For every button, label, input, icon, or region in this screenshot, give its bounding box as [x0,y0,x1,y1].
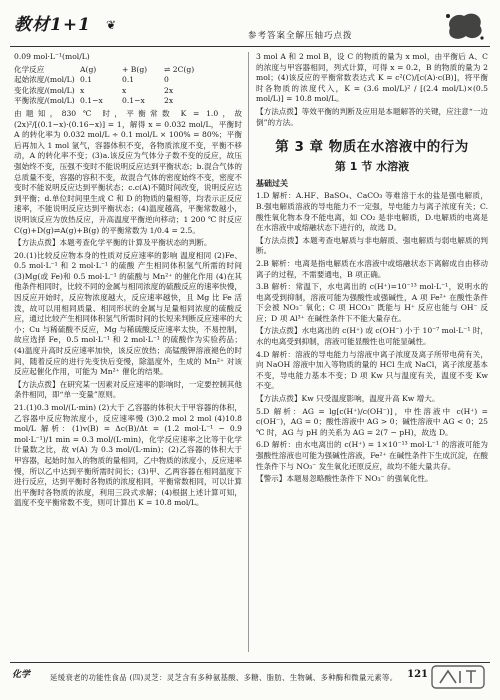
table-row [14,96,242,107]
table-row [14,75,242,86]
answer-item: 4.D 解析：溶液的导电能力与溶液中离子浓度及离子所带电荷有关，向 NaOH 溶液中加入等物质的量的 HCl 生成 NaCl，离子浓度基本不变，导电能力基本不变；D 项 Kw 只与温度有关，温度不变 Kw 不变。 [256,349,488,391]
footer-note: 延缓衰老的功能性食品 (四)灵芝：灵芝含有多种氨基酸、多糖、脂肪、生物碱、多种酶和微量元素等。 [50,673,398,682]
left-column [14,52,242,511]
equilibrium-table [14,65,242,107]
subsection-heading: 基础过关 [256,178,288,188]
table-cell: ⇌ 2C(g) [164,64,195,74]
answer-item: 2.B 解析：电离是指电解质在水溶液中或熔融状态下离解成自由移动离子的过程，不需要通电，B 项正确。 [256,258,488,279]
right-column [256,52,488,487]
tip-block: 【方法点拨】在研究某一因素对反应速率的影响时，一定要控制其他条件相同，即“单一变量”原则。 [14,379,242,400]
table-cell: 2x [164,96,174,106]
table-cell: 0.1 [122,75,135,85]
answer-item: 3.B 解析：常温下，水电离出的 c(H⁺)=10⁻¹³ mol·L⁻¹，说明水的电离受到抑制，溶液可能为强酸性或强碱性，A 项 Fe²⁺ 在酸性条件下会被 NO₃⁻ 氧化；C 项 HCO₃⁻ 既能与 H⁺ 反应也能与 OH⁻ 反应；D 项 Al³⁺ 在碱性条件下不能大量存在。 [256,282,488,323]
table-cell: A(g) [80,64,97,74]
column-divider [248,52,249,652]
chapter-title: 第 3 章 物质在水溶液中的行为 [275,139,469,156]
answer-21: 21.(1)0.3 mol/(L·min) (2)大于 乙容器的体积大于甲容器的体积，乙容器中反应物浓度小，反应速率慢 (3)0.2 mol 2 mol (4)10.8 mol/L 解析：(1)v(B) = Δc(B)/Δt = (1.2 mol·L⁻¹ − 0.9 mol·L⁻¹)/1 min = 0.3 mol/(L·min)，化学反应速率之比等于化学计量数之比，故 v(A) 为 0.3 mol/(L·min)；(2)乙容器的体积大于甲容器，起始时加入的物质的量相同，乙中物质的浓度小，反应速率慢，所以乙中达到平衡所需时间长；(3)甲、乙两容器在相同温度下进行反应，达到平衡时各物质的浓度相同，平衡常数相同，可以计算出平衡时各物质的浓度，利用三段式求解；(4)根据上述计算可知，温度不变平衡常数不变，则可计算出 K = 10.8 mol/L。 [14,403,242,508]
section-title: 第 1 节 水溶液 [334,160,410,174]
tip-block: 【方法点拨】等效平衡的判断及应用是本题解答的关键，应注意“一边倒”的方法。 [256,106,488,127]
table-cell: 化学反应 [14,64,45,74]
tip-block: 【警示】本题易忽略酸性条件下 NO₃⁻ 的强氧化性。 [256,474,433,484]
table-cell: 0 [164,75,169,85]
table-cell: x [122,85,127,95]
decoration-icon: ❦ [106,18,117,32]
tip-block: 【方法点拨】Kw 只受温度影响，温度升高 Kw 增大。 [256,394,440,404]
table-cell: x [80,85,85,95]
table-cell: 2x [164,85,174,95]
table-cell: 起始浓度/(mol/L) [14,75,75,85]
text-block: 0.09 mol·L⁻¹(mol/L) [14,52,90,61]
page-header [10,8,490,47]
table-cell: + B(g) [122,64,148,74]
ink-splash-icon [442,8,486,42]
brand-logo: 教材1+1 [14,15,91,35]
watermark-stamp-icon [430,663,486,691]
answer-item: 1.D 解析：A.HF、BaSO₄、CaCO₃ 等难溶于水的盐是强电解质，B.强电解质溶液的导电能力不一定强，导电能力与离子浓度有关；C.酸性氧化物本身不能电离，如 CO₂ 是非电解质，D.电解质的电离是在水溶液中或熔融状态下进行的，故选 D。 [256,191,488,233]
answer-20: 20.(1)比较反应物本身的性质对反应速率的影响 温度相同 (2)Fe、0.5 mol·L⁻¹ 和 2 mol·L⁻¹ 的硫酸 产生相同体积氢气所需的时间 (3)Mg(或 Fe)和 0.5 mol·L⁻¹ 的硫酸与 Mn²⁺ 的催化作用 (4)在其他条件相同时，比较不同的金属与相同浓度的硫酸反应的速率快慢，因反应开始时，反应物浓度越大，反应速率越快，且 Mg 比 Fe 活泼，故可以用相同质量、相同形状的金属与足量相同浓度的硫酸反应，通过比较产生相同体积氢气所需时间的长短来判断反应速率的大小；Cu 与稀硫酸不反应，Mg 与稀硫酸反应速率太快，不易控制，故应选择 Fe，0.5 mol·L⁻¹ 和 2 mol·L⁻¹ 的硫酸作为实验药品；(4)温度升高时反应速率加快，该反应放热；高锰酸钾溶液褪色的时间，随着反应的进行先变快后变慢，除温度外，生成的 Mn²⁺ 对该反应起催化作用，可能为 Mn²⁺ 催化的结果。 [14,250,242,377]
table-row [14,86,242,97]
table-cell: 平衡浓度/(mol/L) [14,96,75,106]
answer-item: 5.D 解析：AG = lg[c(H⁺)/c(OH⁻)]，中性溶液中 c(H⁺) = c(OH⁻)，AG = 0；酸性溶液中 AG > 0；碱性溶液中 AG < 0；25 ℃ 时，AG 与 pH 的关系为 AG = 2(7 − pH)，故选 D。 [256,406,488,437]
answer-item: 6.D 解析：由水电离出的 c(H⁺) = 1×10⁻¹³ mol·L⁻¹ 的溶液可能为强酸性溶液也可能为强碱性溶液，Fe²⁺ 在碱性条件下生成沉淀，在酸性条件下与 NO₃⁻ 发生氧化还原反应，故均不能大量共存。 [256,440,488,471]
tip-block: 【方法点拨】本题考查化学平衡的计算及平衡状态的判断。 [14,238,212,248]
text-block: 由题知，830 ℃ 时，平衡常数 K = 1.0，故 (2x)²/[(0.1−x)·(0.16−x)] = 1，解得 x = 0.032 mol/L，平衡时 A 的转化率为 0.032 mol/L ÷ 0.1 mol/L × 100% = 80%；平衡后再加入 1 mol 氩气，容器体积不变，各物质浓度不变，平衡不移动，A 的转化率不变；(3)a.该反应为气体分子数不变的反应，故压强始终不变，压强不变时不能说明反应达到平衡状态；b.混合气体的总质量不变，容器的容积不变，故混合气体的密度始终不变，密度不变时不能说明反应达到平衡状态；c.c(A)不随时间改变，说明反应达到平衡；d.单位时间里生成 C 和 D 的物质的量相等，均表示正反应速率，不能说明反应达到平衡状态；(4)温度越高，平衡常数越小，说明该反应为放热反应，升高温度平衡逆向移动；1 200 ℃ 时反应 C(g)+D(g)⇌A(g)+B(g) 的平衡常数为 1/0.4 = 2.5。 [14,108,242,235]
page-footer [10,662,490,693]
table-row [14,65,242,76]
table-cell: 0.1−x [80,96,103,106]
table-cell: 变化浓度/(mol/L) [14,85,75,95]
footer-logo: 化学 [12,670,31,680]
tip-block: 【方法点拨】本题考查电解质与非电解质、强电解质与弱电解质的判断。 [256,235,488,256]
table-cell: 0.1 [80,75,93,85]
text-block: 3 mol A 和 2 mol B，设 C 的物质的量为 x mol，由平衡后 A、C 的浓度与甲容器相同，列式计算，可得 x = 0.2，B 的物质的量为 2 mol；(4)该反应的平衡常数表达式 K = c²(C)/[c(A)·c(B)]，将平衡时各物质的浓度代入，K = (3.6 mol/L)² / [(2.4 mol/L)×(0.5 mol/L)] = 10.8 mol/L。 [256,52,488,104]
header-tagline: 参考答案全解压轴巧点拨 [248,31,353,41]
table-cell: 0.1−x [122,96,145,106]
tip-block: 【方法点拨】水电离出的 c(H⁺) 或 c(OH⁻) 小于 10⁻⁷ mol·L⁻¹ 时，水的电离受到抑制，溶液可能显酸性也可能显碱性。 [256,326,488,347]
page-number: 121 [407,669,428,680]
